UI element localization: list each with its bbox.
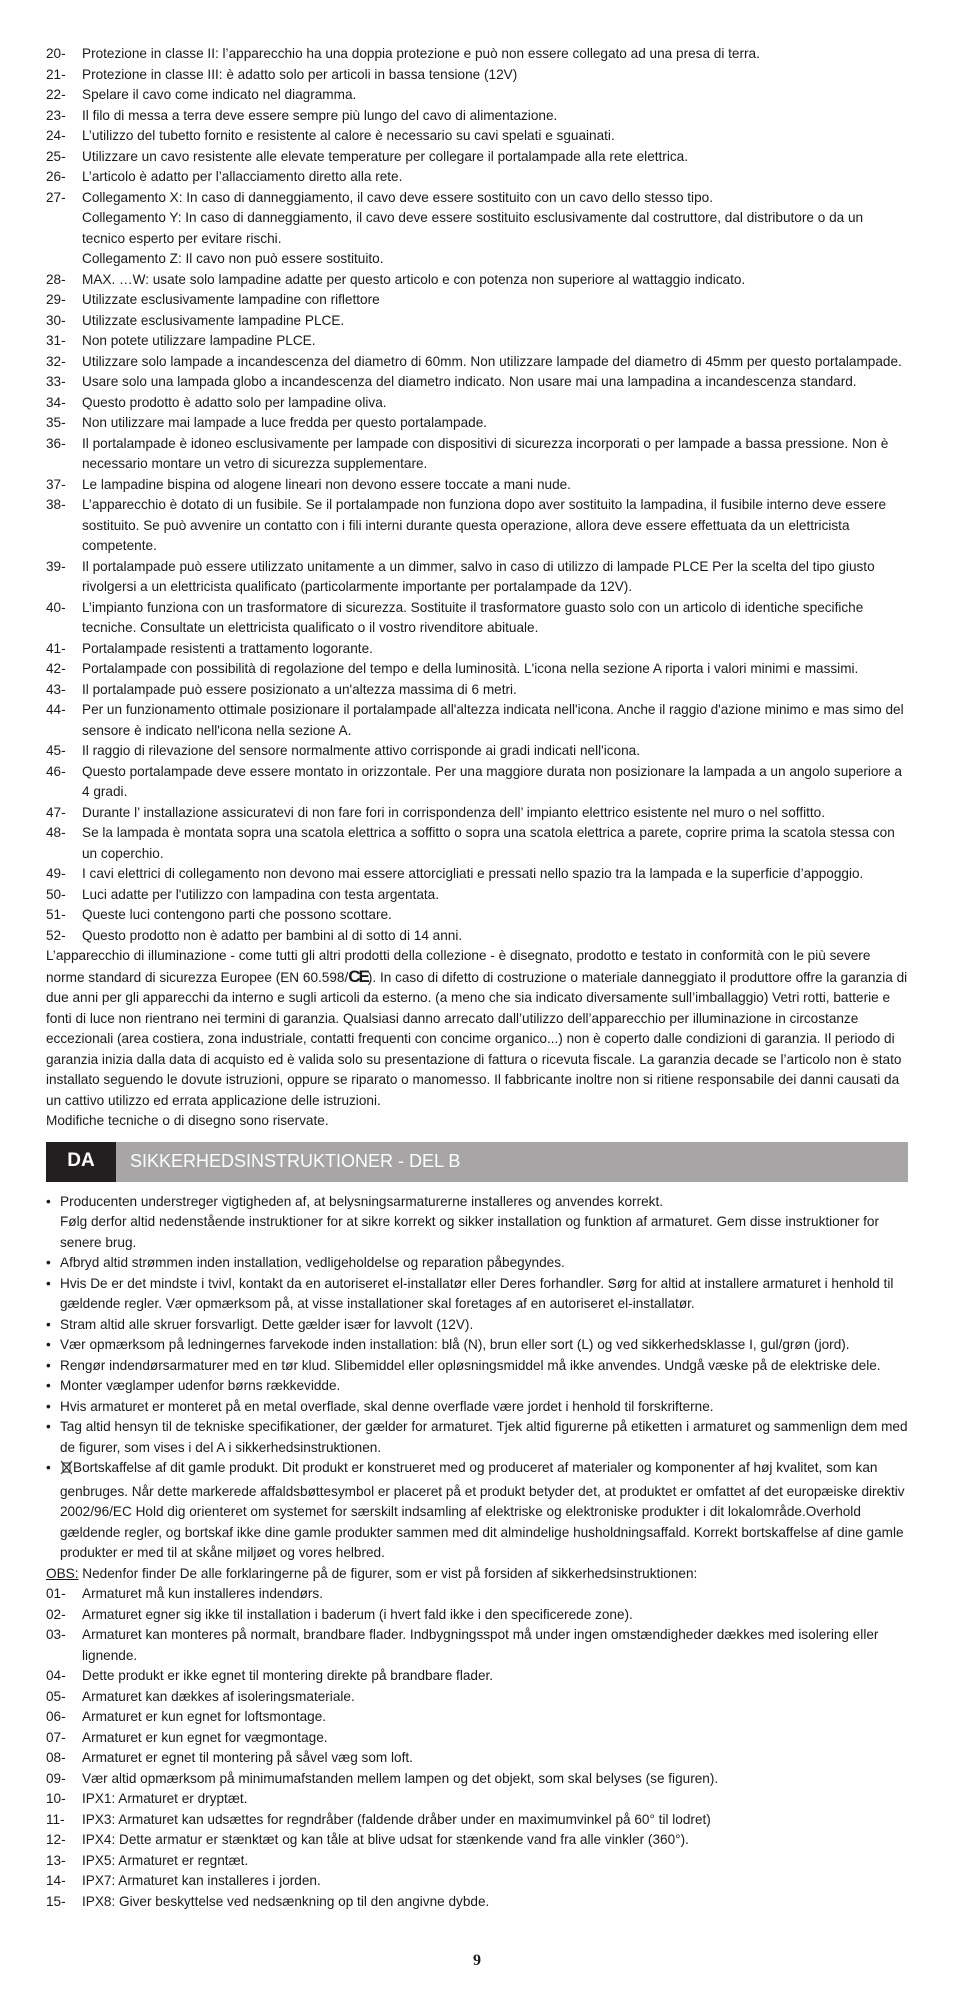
item-number: 04- [46, 1668, 66, 1683]
item-number: 08- [46, 1750, 66, 1765]
list-item [46, 1687, 908, 1708]
content-column [46, 44, 908, 1912]
item-text: IPX8: Giver beskyttelse ved nedsænkning op til den angivne dybde. [82, 1893, 490, 1909]
item-text: Utilizzate esclusivamente lampadine PLCE. [82, 312, 345, 328]
item-text: IPX7: Armaturet kan installeres i jorden. [82, 1873, 321, 1888]
list-item [46, 126, 908, 147]
bullet-dot: • [46, 1357, 51, 1373]
bullet-dot: • [46, 1255, 51, 1270]
item-text: Portalampade con possibilità di regolazione del tempo e della luminosità. L'icona nella sezione A riporta i valori minimi e massimi. [82, 661, 859, 676]
item-number: 01- [46, 1586, 66, 1601]
obs-text: Nedenfor finder De alle forklaringerne på de figurer, som er vist på forsiden af sikkerhedsinstruktionen: [78, 1565, 698, 1581]
item-number: 09- [46, 1770, 66, 1786]
bullet-text: Tag altid hensyn til de tekniske specifikationer, der gælder for armaturet. Tjek altid figurerne på etiketten i armaturet og sammenlign dem med de figurer, som vises i del A i sikkerhedsinstruktionen. [60, 1419, 908, 1455]
list-item [46, 85, 908, 106]
bullet-text: Stram altid alle skruer forsvarligt. Dette gælder især for lavvolt (12V). [60, 1316, 474, 1332]
list-item [46, 106, 908, 127]
list-item [46, 680, 908, 701]
bullet-text: Producenten understreger vigtigheden af, at belysningsarmaturerne installeres og anvendes korrekt. Følg derfor altid nedenstående instruktioner for at sikre korrekt og sikker installation og funktion af armaturet. Gem disse instruktioner for senere brug. [60, 1193, 880, 1250]
list-item [46, 1625, 908, 1666]
list-item [46, 700, 908, 741]
item-text: Spelare il cavo come indicato nel diagramma. [82, 87, 357, 102]
bullet-dot: • [46, 1337, 51, 1352]
item-text: Armaturet må kun installeres indendørs. [82, 1586, 324, 1601]
list-item [46, 188, 908, 270]
item-text: Il raggio di rilevazione del sensore normalmente attivo corrisponde ai gradi indicati nell'icona. [82, 743, 640, 758]
list-item [46, 434, 908, 475]
bullet-item [46, 1335, 908, 1356]
bullet-dot: • [46, 1316, 51, 1332]
item-number: 43- [46, 681, 66, 697]
bullet-text: Rengør indendørsarmaturer med en tør klud. Slibemiddel eller opløsningsmiddel må ikke anvendes. Undgå væske på de elektriske dele. [60, 1357, 881, 1373]
item-number: 42- [46, 661, 66, 676]
item-number: 11- [46, 1811, 65, 1827]
danish-bullet-list [46, 1192, 908, 1459]
list-item [46, 885, 908, 906]
list-item [46, 1769, 908, 1790]
item-text: L’utilizzo del tubetto fornito e resistente al calore è necessario su cavi spelati e sguainati. [82, 128, 615, 143]
list-item [46, 1810, 908, 1831]
list-item [46, 1748, 908, 1769]
list-item [46, 1666, 908, 1687]
bullet-item [46, 1192, 908, 1254]
item-text: Luci adatte per l'utilizzo con lampadina con testa argentata. [82, 886, 440, 902]
item-text: Per un funzionamento ottimale posizionare il portalampade all'altezza indicata nell'icona. Anche il raggio d'azione minimo e mas simo del sensore è indicato nell'icona nella sezione A. [82, 702, 904, 738]
item-text: Utilizzare un cavo resistente alle elevate temperature per collegare il portalampade alla rete elettrica. [82, 148, 688, 164]
item-text: Il portalampade è idoneo esclusivamente per lampade con dispositivi di sicurezza incorporati o per lampade a bassa pressione. Non è necessario montare un vetro di sicurezza supplementare. [82, 435, 889, 471]
item-number: 06- [46, 1709, 66, 1724]
list-item [46, 823, 908, 864]
item-text: L’articolo è adatto per l’allacciamento diretto alla rete. [82, 169, 403, 184]
list-item [46, 905, 908, 926]
list-item [46, 270, 908, 291]
item-number: 20- [46, 46, 66, 61]
item-number: 22- [46, 87, 66, 102]
item-text: Il portalampade può essere utilizzato unitamente a un dimmer, salvo in caso di utilizzo di lampade PLCE Per la scelta del tipo giusto rivolgersi a un elettricista qualificato (particolarmente importante per portalampade da 12V). [82, 558, 875, 594]
item-text: Usare solo una lampada globo a incandescenza del diametro indicato. Non usare mai una lampadina a incandescenza standard. [82, 374, 857, 389]
section-header-danish [46, 1142, 908, 1182]
list-item [46, 1584, 908, 1605]
item-text: Protezione in classe II: l’apparecchio ha una doppia protezione e può non essere collegato ad una presa di terra. [82, 46, 760, 61]
item-text: Armaturet er kun egnet for vægmontage. [82, 1729, 328, 1745]
list-item [46, 475, 908, 496]
list-item [46, 557, 908, 598]
list-item [46, 147, 908, 168]
item-number: 45- [46, 743, 66, 758]
item-number: 05- [46, 1688, 66, 1704]
list-item [46, 598, 908, 639]
list-item [46, 65, 908, 86]
item-number: 49- [46, 866, 66, 881]
list-item [46, 659, 908, 680]
list-item [46, 1789, 908, 1810]
list-item [46, 352, 908, 373]
list-item [46, 1851, 908, 1872]
list-item [46, 393, 908, 414]
item-number: 32- [46, 353, 66, 369]
bullet-item [46, 1356, 908, 1377]
wheelie-bin-icon [60, 1460, 73, 1482]
item-text: Collegamento X: In caso di danneggiamento, il cavo deve essere sostituito con un cavo dello stesso tipo. Collegamento Y: In caso di danneggiamento, il cavo deve essere sostituito esclusivamente dal costruttore, dal distributore o da un tecnico esperto per evitare rischi. Collegamento Z: Il cavo non può essere sostituito. [82, 189, 864, 266]
obs-label: OBS: [46, 1565, 79, 1581]
list-item [46, 926, 908, 947]
item-text: Utilizzate esclusivamente lampadine con riflettore [82, 292, 380, 307]
italian-instruction-list [46, 44, 908, 946]
bullet-dot: • [46, 1378, 51, 1393]
list-item [46, 1871, 908, 1892]
section-title: SIKKERHEDSINSTRUKTIONER - DEL B [116, 1142, 908, 1182]
item-text: Utilizzare solo lampade a incandescenza del diametro di 60mm. Non utilizzare lampade del diametro di 45mm per questo portalampade. [82, 353, 902, 369]
item-number: 50- [46, 886, 66, 902]
item-number: 25- [46, 148, 66, 164]
list-item [46, 290, 908, 311]
item-number: 26- [46, 169, 66, 184]
item-text: Non utilizzare mai lampade a luce fredda per questo portalampade. [82, 415, 488, 430]
item-text: Armaturet er egnet til montering på såvel væg som loft. [82, 1750, 413, 1765]
item-text: L’apparecchio è dotato di un fusibile. Se il portalampade non funziona dopo aver sostituito la lampadina, il fusibile interno deve essere sostituito. Se può avvenire un contatto con i fili interni durante questa operazione, allora deve essere effettuata da un elettricista competente. [82, 497, 887, 553]
item-text: Questo prodotto è adatto solo per lampadine oliva. [82, 394, 387, 410]
item-number: 35- [46, 415, 66, 430]
obs-paragraph [46, 1564, 908, 1585]
item-number: 27- [46, 189, 66, 205]
item-number: 07- [46, 1729, 66, 1745]
item-text: IPX1: Armaturet er dryptæt. [82, 1791, 248, 1806]
item-text: L’impianto funziona con un trasformatore di sicurezza. Sostituite il trasformatore guasto solo con un articolo di identiche specifiche tecniche. Consultate un elettricista qualificato o il vostro rivenditore abituale. [82, 599, 864, 635]
item-text: Armaturet kan monteres på normalt, brandbare flader. Indbygningsspot må under ingen omstændigheder dækkes med isolering eller lignende. [82, 1627, 879, 1663]
item-text: Il portalampade può essere posizionato a un'altezza massima di 6 metri. [82, 681, 517, 697]
item-number: 24- [46, 128, 66, 143]
item-number: 14- [46, 1873, 66, 1888]
list-item [46, 372, 908, 393]
item-text: Vær altid opmærksom på minimumafstanden mellem lampen og det objekt, som skal belyses (se figuren). [82, 1770, 719, 1786]
item-number: 30- [46, 312, 66, 328]
list-item [46, 803, 908, 824]
item-text: Questo portalampade deve essere montato in orizzontale. Per una maggiore durata non posizionare la lampada a un angolo superiore a 4 gradi. [82, 763, 902, 799]
item-text: Queste luci contengono parti che possono scottare. [82, 907, 392, 922]
list-item [46, 762, 908, 803]
bullet-text: Monter væglamper udenfor børns rækkevidde. [60, 1378, 341, 1393]
item-number: 23- [46, 107, 66, 123]
warranty-text-part2: ). In caso di difetto di costruzione o materiale danneggiato il produttore offre la garanzia di due anni per gli apparecchi da interno e sugli articoli da esterno. (a meno che sia indicato diversamente sull’imballaggio) Vetri rotti, batterie e fonti di luce non rientrano nei termini di garanzia. Qualsiasi danno arrecato dall’utilizzo dell’apparecchio per illuminazione in circostanze eccezionali (area costiera, zona industriale, contatti frequenti con concime organico...) non è coperto dalle condizioni di garanzia. Il periodo di garanzia inizia dalla data di acquisto ed è valida solo su presentazione di fattura o ricevuta fiscale. La garanzia decade se l’articolo non è stato installato seguendo le dovute istruzioni, oppure se riparato o manomesso. Il fabbricante inoltre non si ritiene responsabile dei danni causati da un cattivo utilizzo ed errata applicazione delle istruzioni. [46, 969, 908, 1108]
list-item [46, 331, 908, 352]
bullet-item [46, 1274, 908, 1315]
item-number: 03- [46, 1627, 66, 1642]
list-item [46, 864, 908, 885]
item-number: 51- [46, 907, 66, 922]
item-text: I cavi elettrici di collegamento non devono mai essere attorcigliati e pressati nello spazio tra la lampada e la superficie d’appoggio. [82, 866, 864, 881]
item-number: 29- [46, 292, 66, 307]
item-number: 37- [46, 476, 66, 492]
item-number: 28- [46, 271, 66, 287]
list-item [46, 639, 908, 660]
item-number: 41- [46, 640, 66, 656]
item-text: Protezione in classe III: è adatto solo per articoli in bassa tensione (12V) [82, 66, 518, 82]
item-number: 33- [46, 374, 66, 389]
item-number: 40- [46, 599, 66, 615]
item-number: 21- [46, 66, 66, 82]
item-number: 47- [46, 804, 66, 820]
item-number: 13- [46, 1852, 66, 1868]
bullet-item [46, 1315, 908, 1336]
weee-bullet [46, 1458, 908, 1564]
page-number: 9 [473, 1952, 481, 1969]
bullet-dot: • [46, 1419, 51, 1434]
item-text: Portalampade resistenti a trattamento logorante. [82, 640, 373, 656]
list-item [46, 1605, 908, 1626]
list-item [46, 1728, 908, 1749]
list-item [46, 167, 908, 188]
bullet-dot: • [46, 1275, 51, 1291]
warranty-paragraph [46, 946, 908, 1111]
list-item [46, 1707, 908, 1728]
bullet-text: Afbryd altid strømmen inden installation, vedligeholdelse og reparation påbegyndes. [60, 1255, 565, 1270]
list-item [46, 44, 908, 65]
list-item [46, 311, 908, 332]
item-text: Le lampadine bispina od alogene lineari non devono essere toccate a mani nude. [82, 476, 571, 492]
list-item [46, 1830, 908, 1851]
item-text: Il filo di messa a terra deve essere sempre più lungo del cavo di alimentazione. [82, 107, 558, 123]
item-text: IPX4: Dette armatur er stænktæt og kan tåle at blive udsat for stænkende vand fra alle vinkler (360°). [82, 1832, 689, 1847]
item-text: IPX5: Armaturet er regntæt. [82, 1852, 249, 1868]
item-number: 12- [46, 1832, 66, 1847]
item-number: 10- [46, 1791, 66, 1806]
bullet-dot: • [46, 1193, 51, 1209]
item-text: Dette produkt er ikke egnet til montering direkte på brandbare flader. [82, 1668, 494, 1683]
item-number: 48- [46, 825, 66, 840]
bullet-dot: • [46, 1398, 51, 1414]
bullet-item [46, 1417, 908, 1458]
bullet-text: Hvis armaturet er monteret på en metal overflade, skal denne overflade være jordet i henhold til forskrifterne. [60, 1398, 714, 1414]
item-text: Armaturet egner sig ikke til installation i baderum (i hvert fald ikke i den specificerede zone). [82, 1606, 633, 1622]
item-number: 31- [46, 333, 66, 348]
item-number: 34- [46, 394, 66, 410]
technical-note: Modifiche tecniche o di disegno sono riservate. [46, 1113, 329, 1128]
item-text: Armaturet kan dækkes af isoleringsmateriale. [82, 1688, 355, 1704]
item-text: Durante l’ installazione assicuratevi di non fare fori in corrispondenza dell’ impianto elettrico esistente nel muro o nel soffitto. [82, 804, 826, 820]
weee-bullet-text: Bortskaffelse af dit gamle produkt. Dit produkt er konstrueret med og produceret af materialer og komponenter af høj kvalitet, som kan genbruges. Når dette markerede affaldsbøttesymbol er placeret på et produkt betyder det, at produktet er omfattet af det europæiske direktiv 2002/96/EC Hold dig orienteret om systemet for særskilt indsamling af elektriske og elektroniske produkter i dit lokalområde.Overhold gældende regler, og bortskaf ikke dine gamle produkter sammen med dit almindelige husholdningsaffald. Korrekt bortskaffelse af dine gamle produkter er med til at skåne miljøet og vores helbred. [60, 1460, 905, 1560]
item-text: Se la lampada è montata sopra una scatola elettrica a soffitto o sopra una scatola elettrica a parete, coprire prima la scatola stessa con un coperchio. [82, 825, 895, 861]
item-text: Questo prodotto non è adatto per bambini al di sotto di 14 anni. [82, 927, 463, 943]
bullet-dot: • [46, 1460, 51, 1475]
item-text: IPX3: Armaturet kan udsættes for regndråber (faldende dråber under en maximumvinkel på 60° til lodret) [82, 1811, 711, 1827]
bullet-text: Vær opmærksom på ledningernes farvekode inden installation: blå (N), brun eller sort (L) og ved sikkerhedsklasse I, gul/grøn (jord). [60, 1337, 850, 1352]
item-number: 36- [46, 435, 66, 451]
warranty-text-part1: L’apparecchio di illuminazione - come tutti gli altri prodotti della collezione - è disegnato, prodotto e testato in conformità con le più severe norme standard di sicurezza Europee (EN 60.598/ [46, 948, 871, 985]
item-number: 52- [46, 927, 66, 943]
item-text: Armaturet er kun egnet for loftsmontage. [82, 1709, 327, 1724]
item-number: 15- [46, 1893, 66, 1909]
list-item [46, 741, 908, 762]
bullet-text: Hvis De er det mindste i tvivl, kontakt da en autoriseret el-installatør eller Deres forhandler. Sørg for altid at installere armaturet i henhold til gældende regler. Vær opmærksom på, at visse installationer skal foretages af en autoriseret el-installatør. [60, 1275, 894, 1311]
item-text: Non potete utilizzare lampadine PLCE. [82, 333, 316, 348]
bullet-item [46, 1253, 908, 1274]
item-number: 46- [46, 763, 66, 779]
bullet-item [46, 1376, 908, 1397]
item-text: MAX. …W: usate solo lampadine adatte per questo articolo e con potenza non superiore al wattaggio indicato. [82, 271, 746, 287]
ce-mark-icon: CE [348, 966, 368, 986]
language-code-badge: DA [46, 1142, 116, 1182]
item-number: 39- [46, 558, 66, 574]
bullet-item [46, 1397, 908, 1418]
list-item [46, 495, 908, 557]
list-item [46, 1892, 908, 1913]
list-item [46, 413, 908, 434]
danish-instruction-list [46, 1584, 908, 1912]
item-number: 38- [46, 497, 66, 512]
item-number: 02- [46, 1606, 66, 1622]
item-number: 44- [46, 702, 66, 717]
